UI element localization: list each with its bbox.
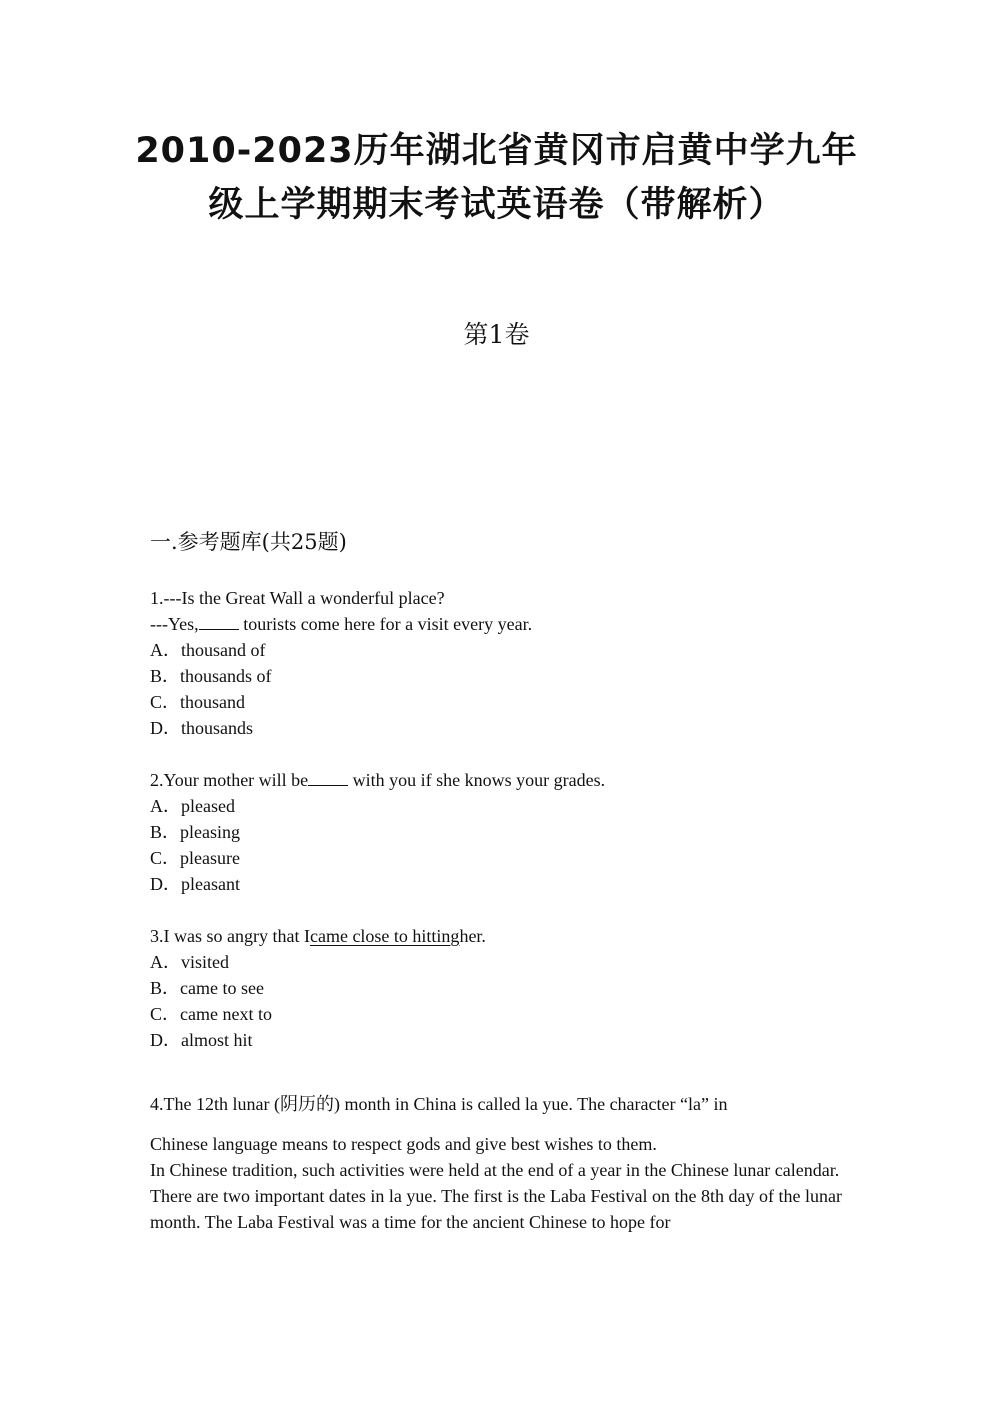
question-4-first-line: 4.The 12th lunar (阴历的) month in China is called la yue. The character “la” in bbox=[150, 1094, 728, 1114]
reply-suffix: tourists come here for a visit every year. bbox=[238, 614, 533, 634]
stem-prefix: 3.I was so angry that I bbox=[150, 926, 310, 946]
passage-paragraph-1: Chinese language means to respect gods and give best wishes to them. bbox=[150, 1134, 657, 1154]
option-d: D．almost hit bbox=[150, 1030, 253, 1050]
question-1-stem: 1.---Is the Great Wall a wonderful place? bbox=[150, 588, 445, 608]
title-line-1: 2010-2023历年湖北省黄冈市启黄中学九年 bbox=[135, 131, 858, 171]
option-c: C．came next to bbox=[150, 1004, 272, 1024]
option-c: C．thousand bbox=[150, 692, 246, 712]
option-b: B．pleasing bbox=[150, 822, 240, 842]
question-4-passage bbox=[150, 1131, 845, 1235]
option-a: A．visited bbox=[150, 952, 229, 972]
stem-suffix: her. bbox=[459, 926, 486, 946]
question-2 bbox=[150, 767, 850, 897]
option-b: B．thousands of bbox=[150, 666, 272, 686]
section-heading: 一.参考题库(共25题) bbox=[150, 530, 347, 554]
passage-paragraph-2: In Chinese tradition, such activities were held at the end of a year in the Chinese lunar calendar. bbox=[150, 1160, 840, 1180]
question-2-stem bbox=[150, 767, 850, 793]
answer-blank bbox=[199, 615, 239, 630]
option-d: D．thousands bbox=[150, 718, 253, 738]
passage-paragraph-3: There are two important dates in la yue. The first is the Laba Festival on the 8th day of the lunar month. The Laba Festival was a time for the ancient Chinese to hope for bbox=[150, 1186, 842, 1232]
document-title bbox=[120, 124, 873, 232]
title-line-2: 级上学期期末考试英语卷（带解析） bbox=[208, 185, 785, 225]
option-d: D．pleasant bbox=[150, 874, 240, 894]
reply-prefix: ---Yes, bbox=[150, 614, 199, 634]
underlined-phrase: came close to hitting bbox=[309, 926, 460, 946]
question-1 bbox=[150, 585, 850, 741]
volume-label: 第1卷 bbox=[463, 320, 530, 349]
stem-prefix: 2.Your mother will be bbox=[150, 770, 309, 790]
option-a: A．thousand of bbox=[150, 640, 266, 660]
answer-blank bbox=[308, 771, 348, 786]
option-c: C．pleasure bbox=[150, 848, 240, 868]
question-3-stem bbox=[150, 923, 850, 949]
option-b: B．came to see bbox=[150, 978, 264, 998]
question-1-reply bbox=[150, 611, 850, 637]
question-3 bbox=[150, 923, 850, 1053]
stem-suffix: with you if she knows your grades. bbox=[348, 770, 606, 790]
option-a: A．pleased bbox=[150, 796, 235, 816]
